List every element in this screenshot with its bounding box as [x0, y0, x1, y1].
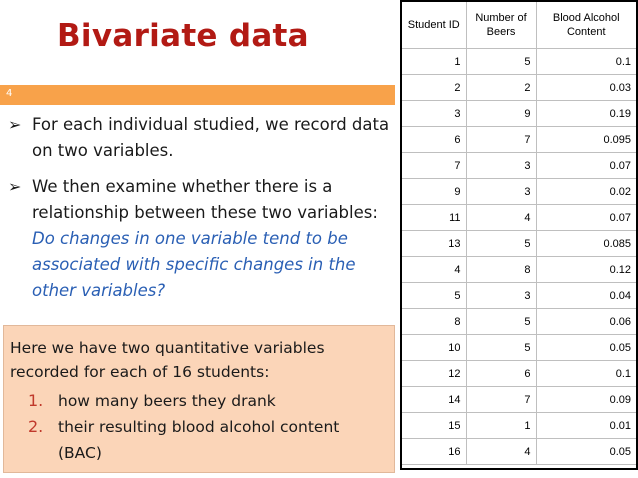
- cell-student-id: 13: [402, 231, 466, 257]
- cell-number-of-beers: 2: [466, 75, 536, 101]
- column-header-student-id: Student ID: [402, 2, 466, 49]
- cell-bac: 0.02: [536, 179, 636, 205]
- bullet-text: We then examine whether there is a relationship between these two variables:: [32, 177, 378, 222]
- cell-student-id: 12: [402, 361, 466, 387]
- cell-student-id: 16: [402, 439, 466, 465]
- cell-number-of-beers: 6: [466, 361, 536, 387]
- table-row: [402, 309, 636, 335]
- cell-bac: 0.19: [536, 101, 636, 127]
- column-header-bac: Blood Alcohol Content: [536, 2, 636, 49]
- table-row: [402, 49, 636, 75]
- cell-number-of-beers: 7: [466, 387, 536, 413]
- table-row: [402, 101, 636, 127]
- column-header-number-of-beers: Number of Beers: [466, 2, 536, 49]
- cell-number-of-beers: 3: [466, 153, 536, 179]
- slide-number-bar: [0, 85, 395, 105]
- table-row: [402, 231, 636, 257]
- info-box-intro: Here we have two quantitative variables recorded for each of 16 students:: [10, 339, 325, 381]
- table-row: [402, 205, 636, 231]
- cell-number-of-beers: 5: [466, 49, 536, 75]
- cell-student-id: 1: [402, 49, 466, 75]
- cell-bac: 0.05: [536, 439, 636, 465]
- cell-number-of-beers: 8: [466, 257, 536, 283]
- cell-student-id: 10: [402, 335, 466, 361]
- list-number: 2.: [28, 417, 44, 436]
- cell-student-id: 2: [402, 75, 466, 101]
- cell-number-of-beers: 4: [466, 205, 536, 231]
- cell-bac: 0.04: [536, 283, 636, 309]
- cell-student-id: 5: [402, 283, 466, 309]
- cell-student-id: 11: [402, 205, 466, 231]
- variable-item: [10, 388, 388, 414]
- slide-number: 4: [6, 88, 13, 99]
- cell-bac: 0.07: [536, 153, 636, 179]
- cell-number-of-beers: 7: [466, 127, 536, 153]
- table-row: [402, 335, 636, 361]
- cell-bac: 0.07: [536, 205, 636, 231]
- cell-number-of-beers: 3: [466, 283, 536, 309]
- cell-number-of-beers: 5: [466, 309, 536, 335]
- table-row: [402, 179, 636, 205]
- cell-bac: 0.06: [536, 309, 636, 335]
- slide-title: Bivariate data: [57, 18, 309, 54]
- cell-student-id: 7: [402, 153, 466, 179]
- cell-bac: 0.01: [536, 413, 636, 439]
- cell-bac: 0.1: [536, 361, 636, 387]
- variable-item: [10, 414, 388, 466]
- cell-student-id: 4: [402, 257, 466, 283]
- cell-bac: 0.085: [536, 231, 636, 257]
- arrow-bullet-icon: ➢: [8, 177, 22, 196]
- bullet-item: [8, 112, 393, 164]
- cell-bac: 0.12: [536, 257, 636, 283]
- cell-bac: 0.05: [536, 335, 636, 361]
- data-table-frame: [400, 0, 638, 470]
- table-row: [402, 283, 636, 309]
- cell-student-id: 9: [402, 179, 466, 205]
- cell-number-of-beers: 3: [466, 179, 536, 205]
- table-row: [402, 387, 636, 413]
- data-table: [402, 2, 636, 465]
- cell-student-id: 15: [402, 413, 466, 439]
- variable-text: their resulting blood alcohol content (BAC): [58, 418, 340, 462]
- table-row: [402, 75, 636, 101]
- bullet-list: [8, 112, 393, 304]
- cell-number-of-beers: 9: [466, 101, 536, 127]
- table-row: [402, 153, 636, 179]
- cell-number-of-beers: 5: [466, 231, 536, 257]
- table-row: [402, 361, 636, 387]
- cell-number-of-beers: 5: [466, 335, 536, 361]
- table-row: [402, 439, 636, 465]
- table-header-row: [402, 2, 636, 49]
- cell-bac: 0.03: [536, 75, 636, 101]
- table-row: [402, 413, 636, 439]
- list-number: 1.: [28, 391, 44, 410]
- variable-list: [10, 388, 388, 466]
- cell-student-id: 3: [402, 101, 466, 127]
- cell-student-id: 8: [402, 309, 466, 335]
- table-row: [402, 127, 636, 153]
- cell-bac: 0.095: [536, 127, 636, 153]
- arrow-bullet-icon: ➢: [8, 115, 22, 134]
- bullet-emphasis: Do changes in one variable tend to be associated with specific changes in the other variables?: [32, 229, 356, 300]
- cell-number-of-beers: 4: [466, 439, 536, 465]
- table-row: [402, 257, 636, 283]
- bullet-item: [8, 174, 393, 304]
- cell-number-of-beers: 1: [466, 413, 536, 439]
- variable-text: how many beers they drank: [58, 392, 276, 410]
- bullet-text: For each individual studied, we record data on two variables.: [32, 115, 390, 160]
- cell-student-id: 6: [402, 127, 466, 153]
- info-box: [3, 325, 395, 473]
- cell-student-id: 14: [402, 387, 466, 413]
- cell-bac: 0.1: [536, 49, 636, 75]
- cell-bac: 0.09: [536, 387, 636, 413]
